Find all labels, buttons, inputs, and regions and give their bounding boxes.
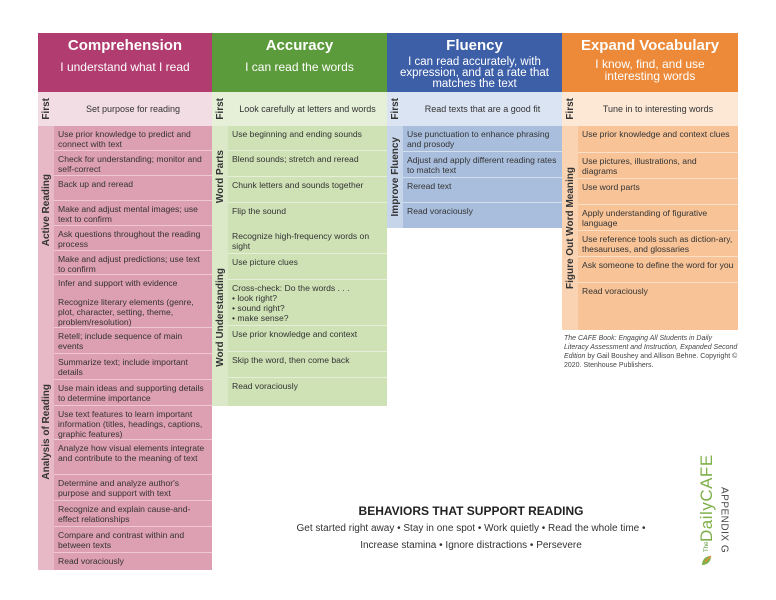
list-item: Ask someone to define the word for you	[578, 257, 738, 283]
citation-rest: by Gail Boushey and Allison Behne. Copyright © 2020. Stenhouse Publishers.	[564, 353, 738, 369]
list-item: Use word parts	[578, 179, 738, 205]
vocabulary-title: Expand Vocabulary	[580, 37, 720, 54]
behaviors-title: BEHAVIORS THAT SUPPORT READING	[358, 504, 584, 518]
list-item: Use prior knowledge and context	[228, 326, 387, 352]
word-understanding-list	[228, 228, 387, 406]
list-item: Apply understanding of figurative language	[578, 205, 738, 231]
comprehension-first-label: First	[38, 92, 54, 126]
leaf-icon	[701, 554, 713, 566]
list-item: Blend sounds; stretch and reread	[228, 151, 387, 177]
list-item: Ask questions throughout the reading process	[54, 226, 212, 251]
list-item: Summarize text; include important details	[54, 354, 212, 380]
list-item: Use prior knowledge and context clues	[578, 126, 738, 153]
accuracy-first-cell: Look carefully at letters and words	[228, 92, 387, 126]
list-item: Use pictures, illustrations, and diagrams	[578, 153, 738, 179]
improve-fluency-label: Improve Fluency	[387, 126, 403, 228]
list-item: Back up and reread	[54, 176, 212, 201]
list-item: Flip the sound	[232, 205, 286, 216]
list-item: Chunk letters and sounds together	[228, 177, 387, 203]
list-item: Use punctuation to enhance phrasing and prosody	[403, 126, 562, 152]
comprehension-first-cell: Set purpose for reading	[54, 92, 212, 126]
accuracy-title: Accuracy	[265, 37, 334, 54]
analysis-of-reading-list	[54, 294, 212, 570]
behaviors-line-2: Increase stamina • Ignore distractions • Persevere	[360, 540, 582, 551]
list-item: Retell; include sequence of main events	[54, 328, 212, 354]
list-item: Adjust and apply different reading rates to match text	[403, 152, 562, 177]
vocabulary-first-label: First	[562, 92, 578, 126]
logo-small-text: The	[704, 541, 710, 552]
list-item: Recognize and explain cause-and-effect relationships	[54, 501, 212, 527]
behaviors-line-1: Get started right away • Stay in one spot • Work quietly • Read the whole time •	[296, 523, 646, 534]
list-item: Infer and support with evidence	[58, 278, 178, 289]
list-item: Make and adjust mental images; use text to confirm	[54, 201, 212, 226]
fluency-title: Fluency	[446, 37, 503, 54]
citation-book-title: The CAFE Book: Engaging All Students in Daily Literacy Assessment and Instruction, Expanded Second Edition	[564, 335, 738, 360]
list-item: Read voraciously	[232, 381, 298, 392]
list-item: Use text features to learn important information (titles, headings, captions, graphic features)	[54, 406, 212, 441]
vocabulary-subtitle: I know, find, and use interesting words	[595, 57, 705, 83]
list-item: Use beginning and ending sounds	[228, 126, 387, 151]
active-reading-label: Active Reading	[38, 126, 54, 294]
list-item: Use main ideas and supporting details to determine importance	[54, 380, 212, 406]
word-parts-label: Word Parts	[212, 126, 228, 228]
appendix-label: APPENDIX G	[718, 486, 730, 554]
list-item: Analyze how visual elements integrate and contribute to the meaning of text	[54, 440, 212, 475]
improve-fluency-list	[403, 126, 562, 228]
comprehension-title: Comprehension	[67, 37, 183, 54]
list-item: Use picture clues	[228, 254, 387, 280]
figure-out-word-meaning-list	[578, 126, 738, 330]
list-item: Reread text	[403, 178, 562, 203]
comprehension-subtitle: I understand what I read	[60, 60, 190, 74]
list-item: Determine and analyze author's purpose and support with text	[54, 475, 212, 501]
fluency-first-cell: Read texts that are a good fit	[403, 92, 562, 126]
list-item: Read voraciously	[407, 205, 473, 216]
accuracy-subtitle: I can read the words	[245, 60, 354, 74]
logo-main-text: DailyCAFE	[697, 454, 716, 542]
accuracy-header	[212, 33, 387, 92]
comprehension-header	[38, 33, 212, 92]
analysis-of-reading-label: Analysis of Reading	[38, 294, 54, 570]
list-item: Make and adjust predictions; use text to confirm	[54, 251, 212, 276]
list-item: Read voraciously	[58, 555, 124, 566]
fluency-header	[387, 33, 562, 92]
list-item: Skip the word, then come back	[228, 352, 387, 378]
active-reading-list	[54, 126, 212, 294]
fluency-first-label: First	[387, 92, 403, 126]
vocabulary-header	[562, 33, 738, 92]
accuracy-first-label: First	[212, 92, 228, 126]
list-item: Check for understanding; monitor and self-correct	[54, 151, 212, 176]
list-item: Recognize high-frequency words on sight	[228, 228, 387, 254]
list-item: Use prior knowledge to predict and connect with text	[54, 126, 212, 151]
word-parts-list	[228, 126, 387, 228]
citation	[564, 334, 738, 370]
list-item: Read voraciously	[582, 286, 648, 297]
fluency-subtitle: I can read accurately, with expression, and at a rate that matches the text	[400, 56, 549, 90]
word-understanding-label: Word Understanding	[212, 228, 228, 406]
list-item: Use reference tools such as diction-ary, thesauruses, and glossaries	[578, 231, 738, 258]
vocabulary-first-cell: Tune in to interesting words	[578, 92, 738, 126]
list-item: Compare and contrast within and between texts	[54, 527, 212, 553]
list-item: Cross-check: Do the words . . . • look right? • sound right? • make sense?	[228, 280, 387, 326]
figure-out-word-meaning-label: Figure Out Word Meaning	[562, 126, 578, 330]
list-item: Recognize literary elements (genre, plot, character, setting, theme, problem/resolution)	[54, 294, 212, 328]
